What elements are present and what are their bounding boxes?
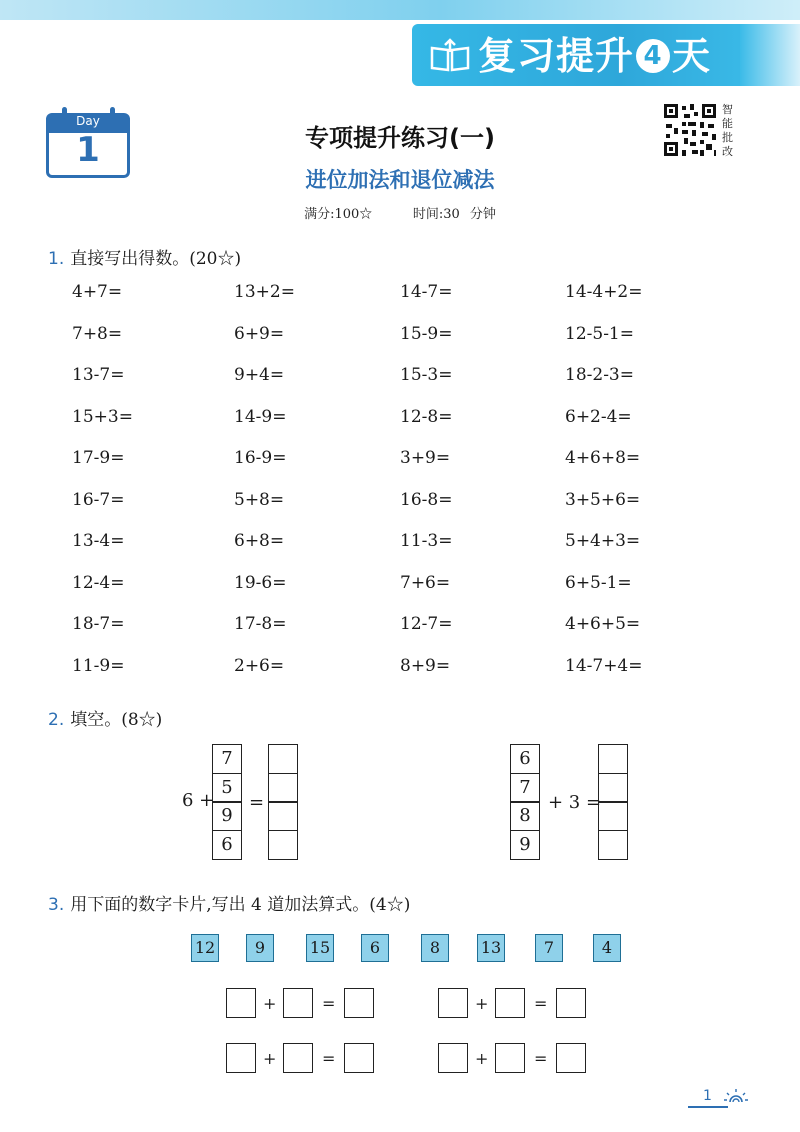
equation[interactable]: 11-3= xyxy=(400,531,453,551)
question-1-heading xyxy=(48,244,241,269)
left-prefix: 6 + xyxy=(182,790,215,811)
equation-row xyxy=(72,448,712,490)
equation[interactable]: 15+3= xyxy=(72,406,133,427)
equation-row xyxy=(72,282,712,324)
number-cell: 7 xyxy=(510,773,540,803)
equation[interactable]: 17-8= xyxy=(234,614,287,634)
question-3-number: 3. xyxy=(48,895,65,915)
question-2-number: 2. xyxy=(48,710,65,730)
banner-title-suffix: 天 xyxy=(672,34,712,78)
equation[interactable]: 6+8= xyxy=(234,531,285,551)
number-card[interactable]: 6 xyxy=(361,934,389,962)
equation[interactable]: 7+8= xyxy=(72,323,123,344)
equation[interactable]: 16-8= xyxy=(400,489,453,510)
equation-row xyxy=(72,614,712,656)
page-number: 1 xyxy=(703,1088,712,1104)
equation[interactable]: 12-4= xyxy=(72,572,125,593)
equation[interactable]: 13-7= xyxy=(72,365,125,385)
day-number: 1 xyxy=(76,130,100,170)
equation[interactable]: 6+5-1= xyxy=(565,572,632,593)
equation[interactable]: 16-9= xyxy=(234,448,287,468)
question-3-text: 用下面的数字卡片,写出 4 道加法算式。(4☆) xyxy=(70,895,411,915)
equation[interactable]: 3+5+6= xyxy=(565,489,641,510)
number-cell: 9 xyxy=(212,801,242,831)
top-banner-stripe xyxy=(0,0,800,20)
equation[interactable]: 12-8= xyxy=(400,406,453,427)
equation[interactable]: 13-4= xyxy=(72,531,125,551)
left-equals: = xyxy=(249,792,265,813)
equation[interactable]: 7+6= xyxy=(400,572,451,593)
answer-box[interactable] xyxy=(598,830,628,860)
equation[interactable]: 9+4= xyxy=(234,365,285,385)
equation[interactable]: 13+2= xyxy=(234,282,295,302)
equation[interactable]: 4+7= xyxy=(72,282,123,302)
equation-row xyxy=(72,324,712,366)
question-2-text: 填空。(8☆) xyxy=(70,710,163,730)
equation[interactable]: 6+2-4= xyxy=(565,406,632,427)
addend-blank[interactable] xyxy=(226,1043,256,1073)
question-2-heading xyxy=(48,705,162,730)
sun-spiral-icon xyxy=(722,1086,750,1108)
day-label: Day xyxy=(76,114,100,128)
right-answer-column xyxy=(598,744,628,860)
addend-blank[interactable] xyxy=(438,988,468,1018)
number-cell: 6 xyxy=(212,830,242,860)
equation[interactable]: 18-7= xyxy=(72,614,125,634)
equation-row xyxy=(72,407,712,449)
plus-sign: + xyxy=(263,994,277,1013)
equation-row xyxy=(72,573,712,615)
equation-row xyxy=(72,531,712,573)
equation[interactable]: 12-7= xyxy=(400,614,453,634)
equation[interactable]: 12-5-1= xyxy=(565,323,634,344)
number-card[interactable]: 4 xyxy=(593,934,621,962)
equation[interactable]: 16-7= xyxy=(72,489,125,510)
time-limit: 时间:30 分钟 xyxy=(412,207,496,222)
sum-blank[interactable] xyxy=(344,1043,374,1073)
left-number-column xyxy=(212,744,242,860)
equation[interactable]: 17-9= xyxy=(72,448,125,468)
plus-sign: + xyxy=(475,994,489,1013)
page-title: 专项提升练习(一) xyxy=(305,124,495,152)
sum-blank[interactable] xyxy=(344,988,374,1018)
number-card[interactable]: 7 xyxy=(535,934,563,962)
equation[interactable]: 14-7= xyxy=(400,282,453,302)
right-number-column xyxy=(510,744,540,860)
qr-code-icon[interactable] xyxy=(662,102,718,158)
plus-sign: + xyxy=(263,1049,277,1068)
equation[interactable]: 5+8= xyxy=(234,489,285,510)
left-answer-column xyxy=(268,744,298,860)
plus-sign: + xyxy=(475,1049,489,1068)
banner-day-count: 4 xyxy=(636,39,670,73)
equation[interactable]: 4+6+5= xyxy=(565,614,641,634)
equation[interactable]: 15-9= xyxy=(400,323,453,344)
answer-box[interactable] xyxy=(268,773,298,803)
full-score: 满分:100☆ xyxy=(304,207,373,222)
equation[interactable]: 19-6= xyxy=(234,572,287,593)
number-card[interactable]: 15 xyxy=(306,934,334,962)
equation-row xyxy=(72,490,712,532)
equation[interactable]: 4+6+8= xyxy=(565,448,641,468)
equation[interactable]: 14-7+4= xyxy=(565,655,643,676)
equation[interactable]: 5+4+3= xyxy=(565,531,641,551)
qr-label: 智能批改 xyxy=(722,103,733,158)
number-card[interactable]: 9 xyxy=(246,934,274,962)
banner-title-prefix: 复习提升 xyxy=(478,34,635,78)
sum-blank[interactable] xyxy=(556,988,586,1018)
equation[interactable]: 2+6= xyxy=(234,655,285,676)
equation-row xyxy=(72,365,712,407)
number-cell: 8 xyxy=(510,801,540,831)
answer-box[interactable] xyxy=(268,801,298,831)
equation[interactable]: 8+9= xyxy=(400,655,451,676)
equals-sign: = xyxy=(322,994,336,1013)
banner-fade xyxy=(740,24,800,86)
question-1-number: 1. xyxy=(48,249,65,269)
book-icon xyxy=(428,38,472,74)
equals-sign: = xyxy=(322,1049,336,1068)
answer-box[interactable] xyxy=(598,744,628,774)
number-cell: 5 xyxy=(212,773,242,803)
addend-blank[interactable] xyxy=(495,1043,525,1073)
equation[interactable]: 18-2-3= xyxy=(565,365,634,385)
sum-blank[interactable] xyxy=(556,1043,586,1073)
equation[interactable]: 15-3= xyxy=(400,365,453,385)
question-3-heading xyxy=(48,890,410,915)
equals-sign: = xyxy=(534,1049,548,1068)
question-1-grid xyxy=(72,282,712,697)
addend-blank[interactable] xyxy=(438,1043,468,1073)
answer-box[interactable] xyxy=(268,744,298,774)
number-card[interactable]: 8 xyxy=(421,934,449,962)
score-time-line xyxy=(0,203,800,222)
equals-sign: = xyxy=(534,994,548,1013)
right-suffix: + 3 = xyxy=(548,792,602,813)
addend-blank[interactable] xyxy=(226,988,256,1018)
addend-blank[interactable] xyxy=(495,988,525,1018)
addend-blank[interactable] xyxy=(283,988,313,1018)
equation-row xyxy=(72,656,712,698)
number-cell: 9 xyxy=(510,830,540,860)
number-cell: 7 xyxy=(212,744,242,774)
banner-title xyxy=(478,28,711,84)
equation[interactable]: 14-9= xyxy=(234,406,287,427)
number-card[interactable]: 12 xyxy=(191,934,219,962)
question-1-text: 直接写出得数。(20☆) xyxy=(70,249,242,269)
number-cell: 6 xyxy=(510,744,540,774)
equation[interactable]: 6+9= xyxy=(234,323,285,344)
page-subtitle: 进位加法和退位减法 xyxy=(305,168,495,192)
number-card[interactable]: 13 xyxy=(477,934,505,962)
equation[interactable]: 14-4+2= xyxy=(565,282,643,302)
answer-box[interactable] xyxy=(268,830,298,860)
answer-box[interactable] xyxy=(598,801,628,831)
equation[interactable]: 11-9= xyxy=(72,655,125,676)
answer-box[interactable] xyxy=(598,773,628,803)
addend-blank[interactable] xyxy=(283,1043,313,1073)
equation[interactable]: 3+9= xyxy=(400,448,451,468)
